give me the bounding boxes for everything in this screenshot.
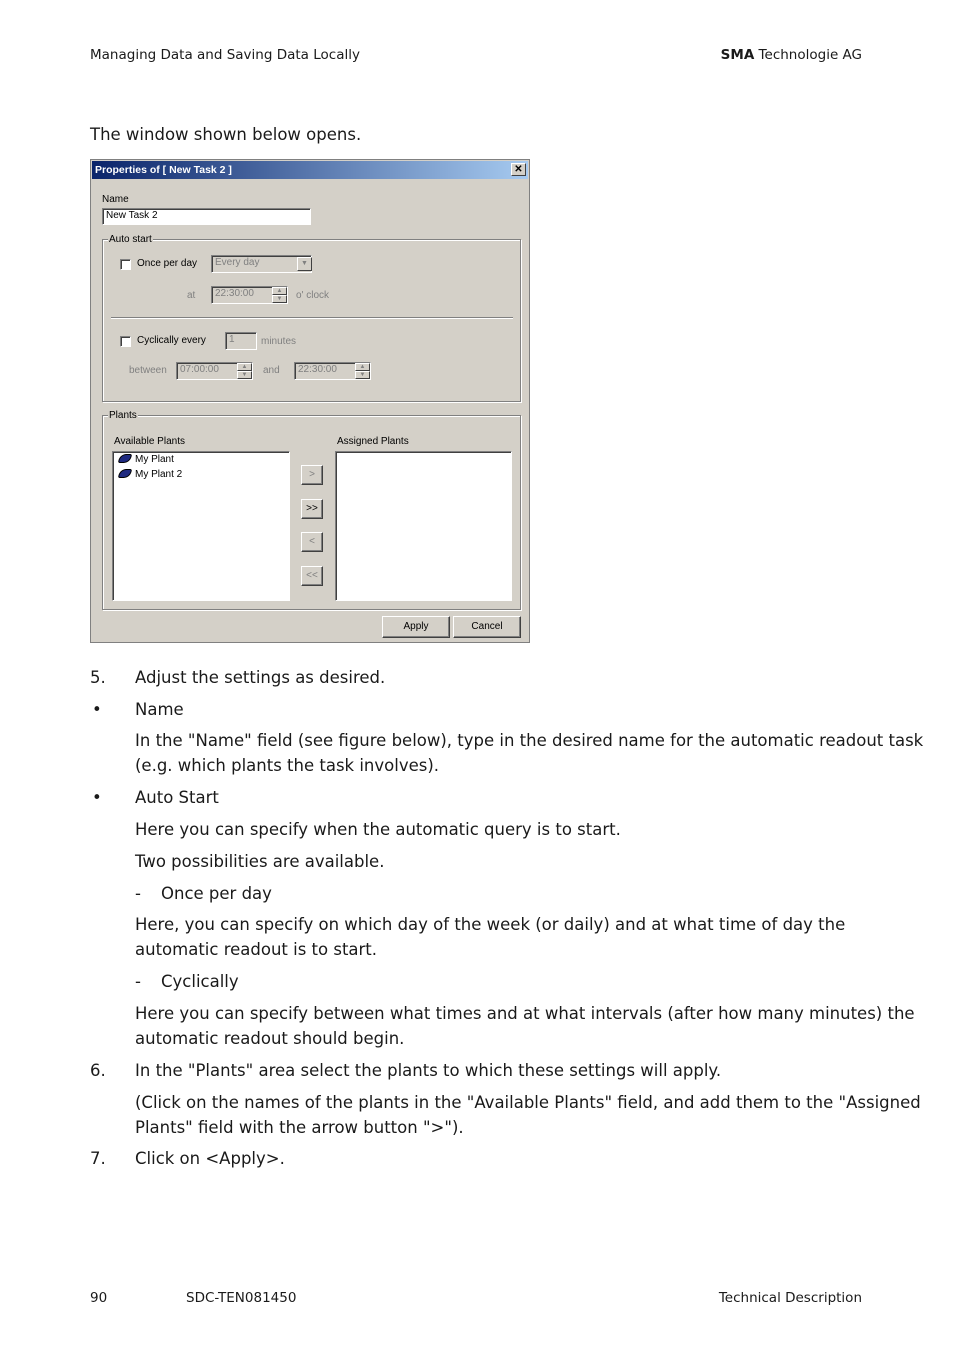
company-name: Technologie AG [754,47,862,63]
assigned-plants-list[interactable] [335,451,512,601]
step-number: 5. [90,668,106,687]
spin-up-icon[interactable]: ▲ [272,287,287,295]
assigned-plants-label: Assigned Plants [337,436,409,447]
list-item[interactable] [119,469,182,480]
spin-down-icon[interactable]: ▼ [272,295,287,303]
cyclically-description: automatic readout should begin. [135,1029,405,1048]
step-5-text: Adjust the settings as desired. [135,668,386,687]
plant-name: My Plant [135,454,174,465]
oclock-label: o' clock [296,290,330,301]
minutes-label: minutes [261,336,297,347]
dialog-title: Properties of [ New Task 2 ] [95,164,232,176]
cyclically-heading: Cyclically [161,972,239,991]
interval-input[interactable]: 1 [225,332,257,350]
plants-group-label: Plants [109,410,137,421]
dialog-titlebar [92,161,528,179]
plant-name: My Plant 2 [135,469,183,480]
spin-up-icon[interactable]: ▲ [355,363,370,371]
name-description-line: In the "Name" field (see figure below), type in the desired name for the automatic readout task [135,731,924,750]
add-plant-button[interactable]: > [301,465,323,485]
step-6-description: Plants" field with the arrow button ">"). [135,1118,464,1137]
step-number: 6. [90,1061,106,1080]
once-per-day-description: automatic readout is to start. [135,940,378,959]
plant-icon [118,454,132,463]
auto-start-divider [111,317,513,319]
auto-start-description: Two possibilities are available. [135,852,385,871]
spin-up-icon[interactable]: ▲ [237,363,252,371]
between-start-input[interactable]: 07:00:00 [176,362,253,380]
bullet: • [92,700,102,719]
cyclically-description: Here you can specify between what times and at what intervals (after how many minutes) the [135,1004,915,1023]
name-heading: Name [135,700,184,719]
step-6-description: (Click on the names of the plants in the "Available Plants" field, and add them to the "Assigned [135,1093,921,1112]
once-per-day-description: Here, you can specify on which day of the week (or daily) and at what time of day the [135,915,846,934]
document-type: Technical Description [718,1290,862,1306]
and-label: and [263,365,280,376]
cyclically-label: Cyclically every [137,335,206,346]
step-number: 7. [90,1149,106,1168]
dash: - [135,884,141,903]
page-number: 90 [90,1290,108,1306]
properties-dialog [90,159,530,643]
cancel-button[interactable]: Cancel [453,616,521,638]
intro-text: The window shown below opens. [90,125,362,144]
once-per-day-label: Once per day [137,258,198,269]
auto-start-group-label: Auto start [109,234,152,245]
document-code: SDC-TEN081450 [186,1290,297,1306]
spin-down-icon[interactable]: ▼ [355,371,370,379]
name-description-line: (e.g. which plants the task involves). [135,756,440,775]
cyclically-checkbox[interactable] [120,336,131,347]
once-per-day-checkbox[interactable] [120,259,131,270]
dash: - [135,972,141,991]
apply-button[interactable]: Apply [382,616,450,638]
bullet: • [92,788,102,807]
once-per-day-heading: Once per day [161,884,272,903]
running-header-left: Managing Data and Saving Data Locally [90,47,360,63]
between-end-spinner[interactable] [355,363,370,379]
step-7-text: Click on <Apply>. [135,1149,285,1168]
start-time-input[interactable]: 22:30:00 [211,286,288,304]
at-label: at [187,290,196,301]
auto-start-description: Here you can specify when the automatic query is to start. [135,820,621,839]
brand-name: SMA [720,47,755,63]
plant-icon [118,469,132,478]
available-plants-list[interactable] [112,451,290,601]
between-label: between [129,365,167,376]
auto-start-heading: Auto Start [135,788,219,807]
spin-down-icon[interactable]: ▼ [237,371,252,379]
between-start-spinner[interactable] [237,363,252,379]
start-time-spinner[interactable] [272,287,287,303]
step-6-text: In the "Plants" area select the plants to which these settings will apply. [135,1061,722,1080]
close-icon[interactable]: ✕ [511,163,526,176]
remove-all-plants-button[interactable]: << [301,566,323,586]
remove-plant-button[interactable]: < [301,532,323,552]
name-input[interactable]: New Task 2 [102,208,311,225]
between-end-input[interactable]: 22:30:00 [294,362,371,380]
list-item[interactable] [119,454,174,465]
running-header-right [721,47,862,63]
add-all-plants-button[interactable]: >> [301,499,323,519]
frequency-select[interactable]: Every day [211,255,312,273]
name-label: Name [102,194,129,205]
available-plants-label: Available Plants [114,436,185,447]
chevron-down-icon[interactable]: ▼ [297,257,312,271]
